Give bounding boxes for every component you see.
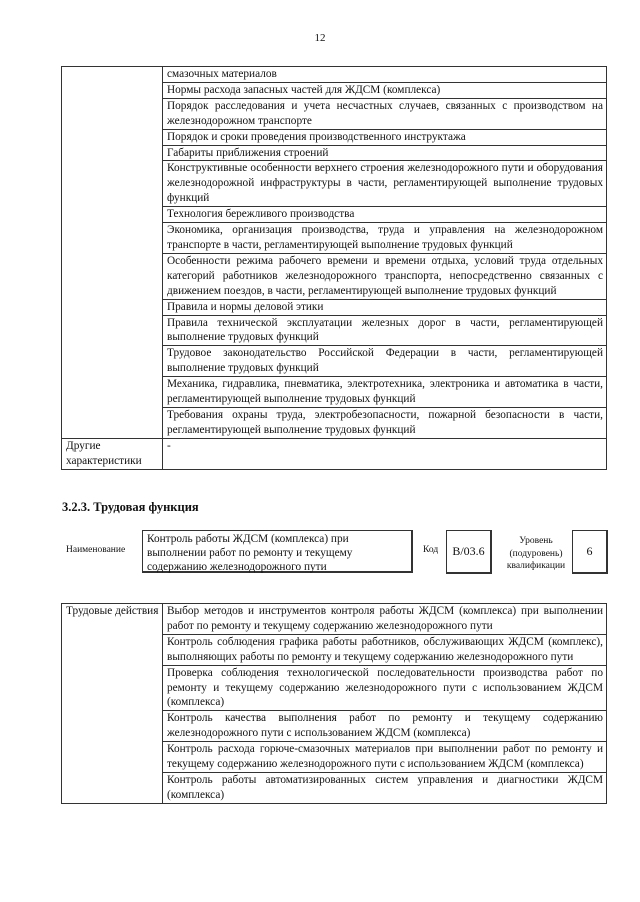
table-row: Габариты приближения строений [163, 145, 607, 161]
page-number: 12 [314, 32, 326, 44]
table-row: Контроль качества выполнения работ по ремонту и текущему содержанию железнодорожного пути с использованием ЖДСМ (комплекса) [163, 711, 607, 742]
table-row: Порядок расследования и учета несчастных случаев, связанных с производством на железнодорожном транспорте [163, 98, 607, 129]
table-row: Механика, гидравлика, пневматика, электротехника, электроника и автоматика в части, регламентирующей выполнение трудовых функций [163, 377, 607, 408]
table-row: Контроль расхода горюче-смазочных материалов при выполнении работ по ремонту и текущему содержанию железнодорожного пути с использованием ЖДСМ (комплекса) [163, 742, 607, 773]
table-row: Правила технической эксплуатации железных дорог в части, регламентирующей выполнение трудовых функций [163, 315, 607, 346]
knowledge-table-left-cell [62, 67, 163, 439]
labor-actions-table [61, 603, 607, 804]
table-row: Правила и нормы деловой этики [163, 299, 607, 315]
table-row: Проверка соблюдения технологической последовательности производства работ по ремонту и текущему содержанию железнодорожного пути с использованием ЖДСМ (комплекса) [163, 665, 607, 711]
table-row: Порядок и сроки проведения производственного инструктажа [163, 129, 607, 145]
other-characteristics-value: - [163, 438, 607, 469]
function-name-box: Контроль работы ЖДСМ (комплекса) при выполнении работ по ремонту и текущему содержанию железнодорожного пути [142, 530, 413, 573]
other-characteristics-label: Другие характеристики [62, 438, 163, 469]
table-row: Экономика, организация производства, труда и управления на железнодорожном транспорте в части, регламентирующей выполнение трудовых функций [163, 223, 607, 254]
table-row: Требования охраны труда, электробезопасности, пожарной безопасности в части, регламентирующей выполнение трудовых функций [163, 407, 607, 438]
table-row: Нормы расхода запасных частей для ЖДСМ (комплекса) [163, 82, 607, 98]
labor-actions-label: Трудовые действия [62, 604, 163, 804]
table-row: смазочных материалов [163, 67, 607, 83]
table-row: Контроль соблюдения графика работы работников, обслуживающих ЖДСМ (комплекс), выполняющих работы по ремонту и текущему содержанию железнодорожного пути [163, 634, 607, 665]
code-label: Код [423, 545, 439, 555]
knowledge-table [61, 66, 607, 470]
table-row: Трудовое законодательство Российской Федерации в части, регламентирующей выполнение трудовых функций [163, 346, 607, 377]
qualification-level-box: 6 [572, 530, 608, 574]
qualification-level-label: Уровень (подуровень) квалификации [506, 536, 566, 571]
table-row: Контроль работы автоматизированных систем управления и диагностики ЖДСМ (комплекса) [163, 772, 607, 803]
name-label: Наименование [66, 545, 126, 555]
table-row: Выбор методов и инструментов контроля работы ЖДСМ (комплекса) при выполнении работ по ремонту и текущему содержанию железнодорожного пути [163, 604, 607, 635]
section-heading: 3.2.3. Трудовая функция [62, 500, 199, 514]
table-row: Особенности режима рабочего времени и времени отдыха, условий труда отдельных категорий работников железнодорожного транспорта, непосредственно связанных с движением поездов, в части, регламентирующей выполнение трудовых функций [163, 253, 607, 299]
function-code-box: B/03.6 [446, 530, 492, 574]
table-row: Конструктивные особенности верхнего строения железнодорожного пути и оборудования железнодорожной инфраструктуры в части, регламентирующей выполнение трудовых функций [163, 161, 607, 207]
table-row: Технология бережливого производства [163, 207, 607, 223]
